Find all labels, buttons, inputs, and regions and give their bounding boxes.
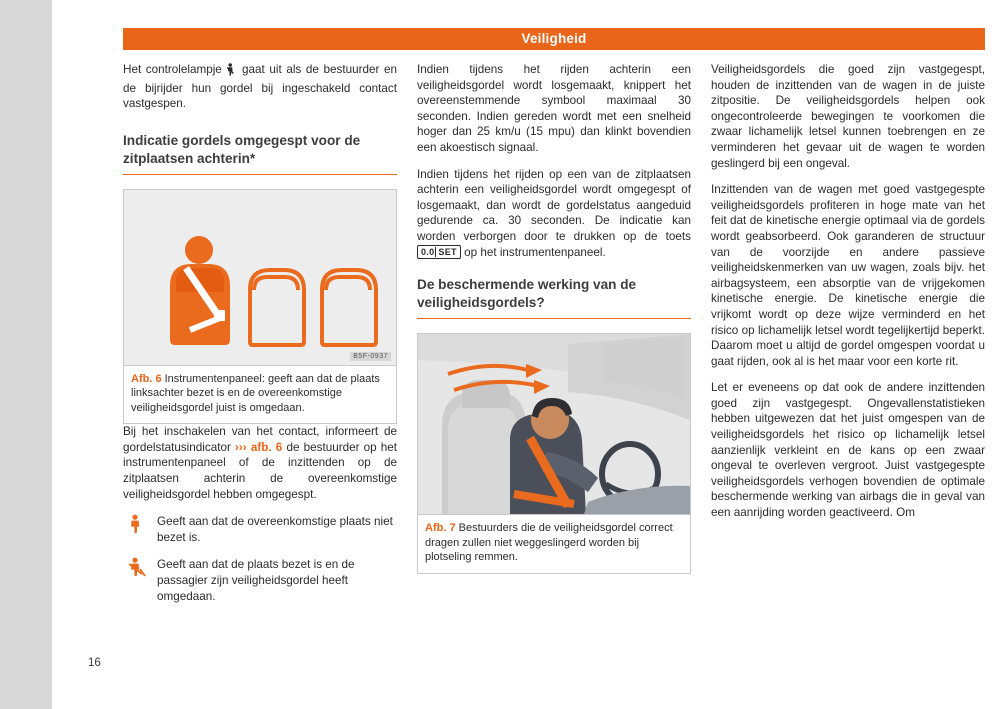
- section-heading-rear-belts: Indicatie gordels omgegespt voor de zitplaatsen achterin*: [123, 132, 397, 175]
- paragraph-belt-position: Veiligheidsgordels die goed zijn vastgegespt, houden de inzittenden van de wagen in de juiste zitpositie. De veiligheidsgordels helpen ook ongecontroleerde bewegingen te voorkomen die zwaar lichamelijk letsel kunnen toebrengen en ze verminderen het gevaar uit de wagen te worden geslingerd bij een ongeval.: [711, 63, 985, 170]
- list-item: [123, 514, 397, 545]
- figure-7-caption: [418, 514, 690, 573]
- figure-6-image-code: B5F-0937: [350, 352, 391, 361]
- list-item: [123, 557, 397, 604]
- page-header-title: Veiligheid: [123, 28, 985, 50]
- paragraph-part-b: op het instrumentenpaneel.: [464, 245, 606, 259]
- figure-7-caption-label: Afb. 7: [425, 522, 456, 535]
- column-one: [123, 62, 397, 616]
- figure-6: [123, 189, 397, 425]
- page-number: 16: [88, 657, 101, 669]
- figure-7-caption-text: Bestuurders die de veiligheidsgordel correct dragen zullen niet weggeslingerd worden bij plotseling remmen.: [425, 522, 673, 564]
- instrument-key-0-0-set[interactable]: [417, 245, 461, 259]
- key-label-left: 0.0: [421, 246, 435, 257]
- figure-6-image: [124, 190, 396, 365]
- column-two: [417, 62, 691, 574]
- cross-reference-figure-6: afb. 6: [250, 440, 283, 454]
- figure-7-image: [418, 334, 690, 514]
- paragraph-belt-status-display: [417, 167, 691, 261]
- seatbelt-warning-icon: [226, 63, 237, 81]
- intro-paragraph: [123, 62, 397, 112]
- section-heading-protective-effect: De beschermende werking van de veiligheidsgordels?: [417, 276, 691, 319]
- figure-6-caption: [124, 365, 396, 424]
- figure-6-caption-text: Instrumentenpaneel: geeft aan dat de plaats linksachter bezet is en de overeenkomstige veiligheidsgordel juist is omgedaan.: [131, 372, 380, 414]
- paragraph-rear-belt-warning: Indien tijdens het rijden achterin een veiligheidsgordel wordt losgemaakt, knippert het overeenstemmende symbool maximaal 30 seconden. Indien gereden wordt met een snelheid hoger dan 25 km/u (15 mpu) dan klinkt bovendien een akoestisch signaal.: [417, 63, 691, 154]
- list-item-text: Geeft aan dat de overeenkomstige plaats niet bezet is.: [157, 515, 393, 544]
- manual-page: [52, 0, 1004, 709]
- page-columns: [123, 62, 985, 662]
- paragraph-part-a: Bij het inschakelen van het contact, informeert de gordelstatusindicator: [123, 425, 397, 454]
- intro-text-a: Het controlelampje: [123, 63, 222, 76]
- seatbelt-buckled-icon: [127, 557, 149, 577]
- belt-status-legend: [123, 514, 397, 604]
- paragraph-kinetic-energy: Inzittenden van de wagen met goed vastgegespte veiligheidsgordels profiteren in hoge mate van het feit dat de kinetische energie optimaal via de gordels wordt geabsorbeerd. Ook garanderen de structuur van de voorzijde en andere passieve veiligheidskenmerken van uw wagen, zoals bijv. het airbagsysteem, een absorptie van de vrijgekomen kinetische energie. De kinetische energie die vrijkomt wordt op deze wijze verminderd en het risico op lichamelijk letsel wordt tegelijkertijd beperkt. Daarom moet u altijd de gordel omgespen voordat u gaat rijden, ook al is het maar voor een korte rit.: [711, 183, 985, 368]
- column-three: [711, 62, 985, 532]
- cross-reference-arrows: ›››: [235, 440, 247, 454]
- list-item-text: Geeft aan dat de plaats bezet is en de passagier zijn veiligheidsgordel heeft omgedaan.: [157, 558, 355, 603]
- paragraph-part-a: Indien tijdens het rijden op een van de zitplaatsen achterin een veiligheidsgordel wordt omgegespt of losgemaakt, dan wordt de gordelstatus aangeduid gedurende ca. 30 seconden. De indicatie kan worden verborgen door te drukken op de toets: [417, 167, 691, 243]
- paragraph-after-figure-6: [123, 424, 397, 502]
- paragraph-statistics: Let er eveneens op dat ook de andere inzittenden goed zijn vastgegespt. Ongevallenstatistieken hebben uitgewezen dat het juist omgespen van de veiligheidsgordels het risico op lichamelijk letsel aanzienlijk verkleint en de kans op een zwaar ongeval te overleven vergroot. Juist vastgegespte veiligheidsgordels verhogen bovendien de optimale beschermende werking van airbags die in geval van een aanrijding worden geactiveerd. Om: [711, 381, 985, 520]
- figure-7: [417, 333, 691, 574]
- intro-text-b: gaat uit als de bestuurder en de bijrijder hun gordel bij ingeschakeld contact vastgespen.: [123, 63, 397, 111]
- key-label-right: SET: [435, 247, 456, 257]
- paragraph-part-b: de bestuurder op het instrumentenpaneel of de inzittenden op de zitplaatsen achterin de overeenkomstige veiligheidsgordel hebben omgegespt.: [123, 440, 398, 501]
- figure-6-caption-label: Afb. 6: [131, 372, 162, 385]
- seatbelt-unbuckled-icon: [127, 514, 149, 534]
